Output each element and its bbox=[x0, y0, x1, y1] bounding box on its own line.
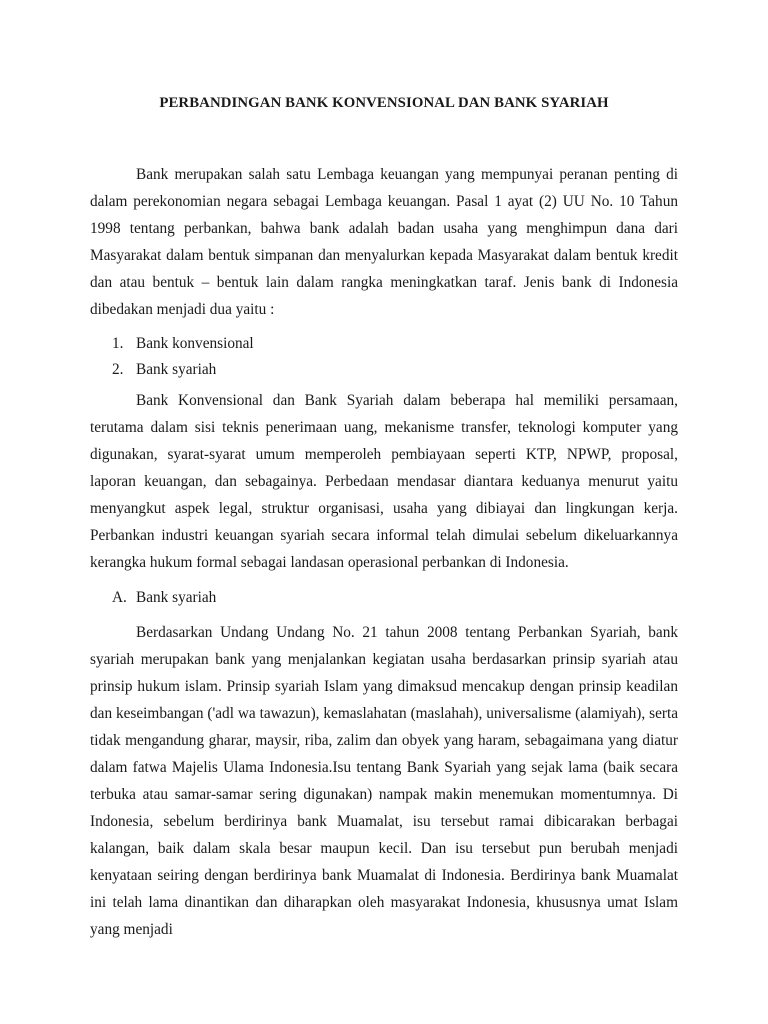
section-heading-text: Bank syariah bbox=[136, 589, 217, 606]
paragraph-comparison: Bank Konvensional dan Bank Syariah dalam beberapa hal memiliki persamaan, terutama dalam sisi teknis penerimaan uang, mekanisme transfer, teknologi komputer yang digunakan, syarat-syarat umum memperoleh pembiayaan seperti KTP, NPWP, proposal, laporan keuangan, dan sebagainya. Perbedaan mendasar diantara keduanya menurut yaitu menyangkut aspek legal, struktur organisasi, usaha yang dibiayai dan lingkungan kerja. Perbankan industri keuangan syariah secara informal telah dimulai sebelum dikeluarkannya kerangka hukum formal sebagai landasan operasional perbankan di Indonesia. bbox=[90, 392, 678, 571]
paragraph-intro: Bank merupakan salah satu Lembaga keuangan yang mempunyai peranan penting di dalam perekonomian negara sebagai Lembaga keuangan. Pasal 1 ayat (2) UU No. 10 Tahun 1998 tentang perbankan, bahwa bank adalah badan usaha yang menghimpun dana dari Masyarakat dalam bentuk simpanan dan menyalurkan kepada Masyarakat dalam bentuk kredit dan atau bentuk – bentuk lain dalam rangka meningkatkan taraf. Jenis bank di Indonesia dibedakan menjadi dua yaitu : bbox=[90, 166, 678, 318]
section-heading bbox=[90, 584, 678, 611]
paragraph-bank-syariah: Berdasarkan Undang Undang No. 21 tahun 2008 tentang Perbankan Syariah, bank syariah merupakan bank yang menjalankan kegiatan usaha berdasarkan prinsip syariah atau prinsip hukum islam. Prinsip syariah Islam yang dimaksud mencakup dengan prinsip keadilan dan keseimbangan ('adl wa tawazun), kemaslahatan (maslahah), universalisme (alamiyah), serta tidak mengandung gharar, maysir, riba, zalim dan obyek yang haram, sebagaimana yang diatur dalam fatwa Majelis Ulama Indonesia.Isu tentang Bank Syariah yang sejak lama (baik secara terbuka atau samar-samar sering digunakan) nampak makin menemukan momentumnya. Di Indonesia, sebelum berdirinya bank Muamalat, isu tersebut ramai dibicarakan berbagai kalangan, baik dalam skala besar maupun kecil. Dan isu tersebut pun berubah menjadi kenyataan seiring dengan berdirinya bank Muamalat di Indonesia. Berdirinya bank Muamalat ini telah lama dinantikan dan diharapkan oleh masyarakat Indonesia, khususnya umat Islam yang menjadi bbox=[90, 624, 678, 938]
list-item bbox=[90, 357, 678, 383]
list-item-text: Bank syariah bbox=[136, 361, 217, 378]
list-item bbox=[90, 331, 678, 357]
section-marker: A. bbox=[112, 589, 127, 606]
list-marker: 2. bbox=[112, 361, 124, 378]
list-item-text: Bank konvensional bbox=[136, 335, 254, 352]
document-title: PERBANDINGAN BANK KONVENSIONAL DAN BANK SYARIAH bbox=[159, 95, 609, 111]
bank-type-list bbox=[90, 331, 678, 383]
list-marker: 1. bbox=[112, 335, 124, 352]
